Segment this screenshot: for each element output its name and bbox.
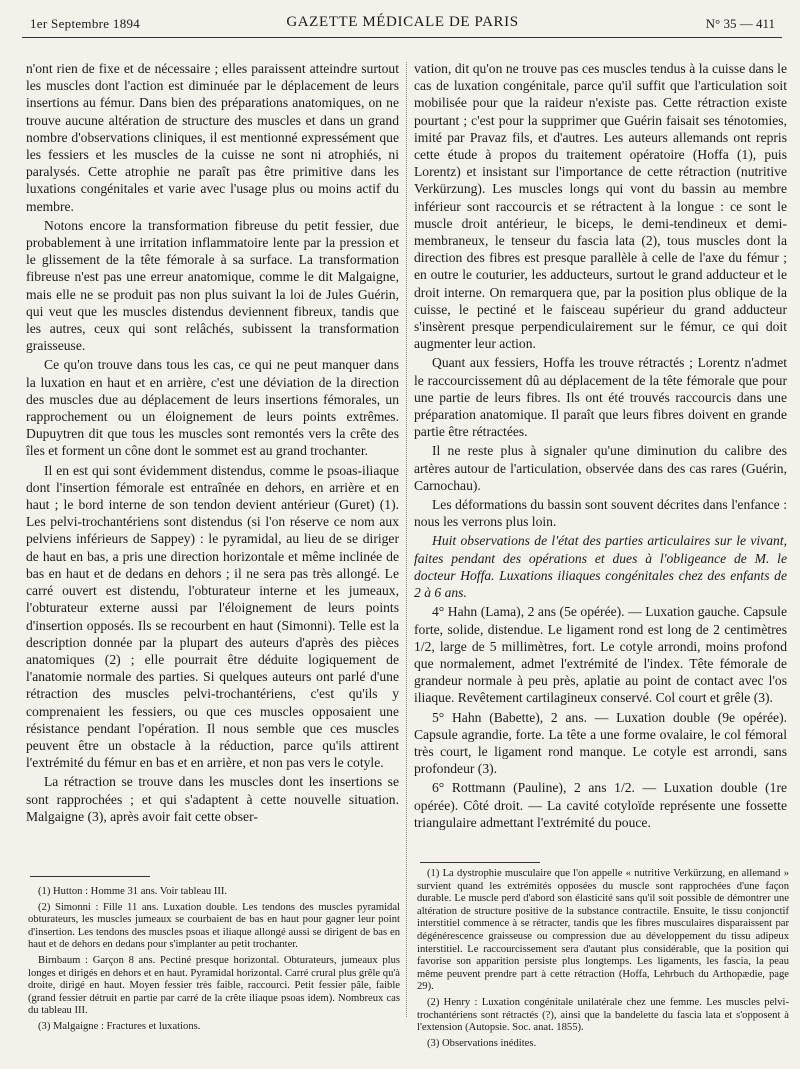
- running-header: [30, 12, 775, 38]
- journal-title: GAZETTE MÉDICALE DE PARIS: [286, 14, 519, 30]
- paragraph: vation, dit qu'on ne trouve pas ces muscles tendus à la cuisse dans le cas de luxation congénitale, parce qu'il suffit que l'articulation soit mobilisée pour que la raideur n'existe pas. Cette rétraction existe pourtant ; c'est pour la supprimer que Guérin faisait ses ténotomies, imité par Pravaz fils, et d'autres. Les auteurs allemands ont repris cette étude à propos du traitement opératoire (Hoffa (1), puis Lorentz) et insistant sur l'importance de cette rétraction (nutritive Verkürzung). Les muscles longs qui vont du bassin au membre inférieur sont raccourcis et se rétractent à la longue : ce sont le muscle droit antérieur, le biceps, le demi-tendineux et demi-membraneux, le tenseur du fascia lata (2), tous muscles dont la direction des fibres est presque parallèle à celle de l'axe du fémur ; en outre le couturier, les adducteurs, surtout le grand adducteur et le droit interne. On remarquera que, par la position plus oblique de la cuisse, le pectiné et le faisceau supérieur du grand adducteur s'insèrent presque perpendiculairement sur le fémur, ce qui doit augmenter leur action.: [414, 61, 787, 352]
- footnote: Birnbaum : Garçon 8 ans. Pectiné presque horizontal. Obturateurs, jumeaux plus longes et dirigés en dehors et en haut. Pyramidal horizontal. Carré crural plus grêle qu'à droite, dirigé en haut. Moyen fessier très faible, raccourci. Petit fessier pâle, faible (grand fessier détruit en partie par carré de la crête iliaque psoas idem). Nombreux cas du tableau III.: [28, 954, 400, 1017]
- footnote: (1) Hutton : Homme 31 ans. Voir tableau III.: [38, 886, 228, 897]
- left-column: [26, 60, 399, 827]
- paragraph: La rétraction se trouve dans les muscles dont les insertions se sont rapprochées ; et qui s'adaptent à cette nouvelle situation. Malgaigne (3), après avoir fait cette obser-: [26, 774, 399, 824]
- footnote: (2) Henry : Luxation congénitale unilatérale chez une femme. Les muscles pelvi-trochantériens sont rétractés (?), ainsi que la bandelette du fascia lata et s'opposent à l'extension (Autopsie. Soc. anat. 1855).: [417, 996, 789, 1034]
- paragraph: Les déformations du bassin sont souvent décrites dans l'enfance : nous les verrons plus loin.: [414, 497, 787, 530]
- observation-entry: 6° Rottmann (Pauline), 2 ans 1/2. — Luxation double (1re opérée). Côté droit. — La cavité cotyloïde représente une fossette triangulaire admettant l'extrémité du pouce.: [414, 780, 787, 830]
- footnote: (3) Malgaigne : Fractures et luxations.: [38, 1020, 201, 1032]
- paragraph: Il ne reste plus à signaler qu'une diminution du calibre des artères autour de l'articulation, observée dans des cas rares (Guérin, Carnochau).: [414, 443, 787, 493]
- left-footnotes: [28, 886, 400, 1037]
- paragraph: Quant aux fessiers, Hoffa les trouve rétractés ; Lorentz n'admet le raccourcissement dû au déplacement de la tête fémorale que pour une partie de leurs fibres. Ils ont été trouvés raccourcis dans une préparation anatomique. Il paraît que leurs fibres doivent en grande partie être rétractées.: [414, 355, 787, 440]
- issue-date: 1er Septembre 1894: [30, 16, 141, 31]
- paragraph: Ce qu'on trouve dans tous les cas, ce qui ne peut manquer dans la luxation en haut et en arrière, c'est une déviation de la direction des muscles due au déplacement de leurs insertions fémorales, un rapprochement ou un éloignement de leurs points extrêmes. Dupuytren dit que tous les muscles sont remontés vers la crête des îles et forment un cône dont le sommet est au grand trochanter.: [26, 357, 399, 459]
- paragraph: Notons encore la transformation fibreuse du petit fessier, due probablement à une irritation inflammatoire lente par la pression et le glissement de la tête fémorale à sa surface. La transformation fibreuse n'est pas une erreur anatomique, comme le dit Malgaigne, mais elle ne se produit pas non plus suivant la loi de Jules Guérin, qui veut que les muscles distendus deviennent fibreux, tandis que les autres, ceux qui sont relâchés, subissent la transformation graisseuse.: [26, 217, 399, 354]
- column-divider: [406, 62, 407, 1017]
- right-footnotes: [417, 868, 789, 1053]
- footnote: (3) Observations inédites.: [427, 1037, 537, 1049]
- paragraph: n'ont rien de fixe et de nécessaire ; elles paraissent atteindre surtout les muscles dont l'action est diminuée par le déplacement de leurs insertions au fémur. Dans bien des préparations anatomiques, on ne trouve aucune altération de structure des muscles et dans un grand nombre d'observations cliniques, il est mentionné expressément que les fessiers et les muscles de la cuisse ne sont ni atrophiés, ni paralysés. Cette atrophie ne paraît pas être primitive dans les luxations congénitales et varie avec l'usage plus ou moins actif du membre.: [26, 61, 399, 214]
- observation-entry: 5° Hahn (Babette), 2 ans. — Luxation double (9e opérée). Capsule agrandie, forte. La tête a une forme ovalaire, le col fémoral très court, le ligament rond manque. Le cotyle est arrondi, sans profondeur (3).: [414, 709, 787, 777]
- footnote-rule: [420, 862, 540, 863]
- footnote: (2) Simonni : Fille 11 ans. Luxation double. Les tendons des muscles pyramidal obturateurs, les muscles jumeaux se courbaient de bas en haut pour gagner leur point d'insertion. Les tendons des muscles psoas et iliaque allongé aussi se dirigent de bas en haut et de dehors en dedans pour s'implanter au petit trochanter.: [28, 901, 400, 951]
- header-rule: [22, 37, 782, 38]
- paragraph: Il en est qui sont évidemment distendus, comme le psoas-iliaque dont l'insertion fémorale est entraînée en dehors, en arrière et en haut ; le bord interne de son tendon devient antérieur (Guret) (1). Les pelvi-trochantériens sont distendus (si l'on réserve ce nom aux pelviens inférieurs de Sappey) : le pyramidal, au lieu de se diriger de haut en bas, a pris une direction horizontale et même inclinée de bas en haut et de dedans en dehors ; il ne sera pas très allongé. Le carré ouvert est distendu, l'obturateur interne et les jumeaux, l'obturateur externe aussi par l'éloignement de leurs points d'insertion opposés. Ils se recourbent en haut (Simonni). Telle est la description donnée par la plupart des auteurs d'après des pièces anatomiques (2) ; elle pourrait être déduite logiquement de l'anatomie normale des parties. Si quelques auteurs ont parlé d'une rétraction des muscles pelvi-trochantériens, c'est qu'ils y comprenaient les fessiers, ou que ces muscles opposaient une résistance pendant l'opération. Il nous semble que ces muscles peuvent être un obstacle à la réduction, parce qu'ils attirent l'extrémité du fémur en bas et en arrière, et non pas vers le cotyle.: [26, 462, 399, 771]
- observation-entry: 4° Hahn (Lama), 2 ans (5e opérée). — Luxation gauche. Capsule forte, solide, distendue. Le ligament rond est long de 2 centimètres 1/2, large de 5 millimètres, fort. Le cotyle arrondi, moins profond que normalement, admet l'extrémité de l'index. Tête fémorale de grandeur normale à peu près, aplatie au point de contact avec l'os iliaque. Revêtement cartilagineux conservé. Col court et grêle (3).: [414, 604, 787, 706]
- observations-heading: Huit observations de l'état des parties articulaires sur le vivant, faites pendant des opérations et dues à l'obligeance de M. le docteur Hoffa. Luxations iliaques congénitales chez des enfants de 2 à 6 ans.: [414, 533, 787, 601]
- footnote: (1) La dystrophie musculaire que l'on appelle « nutritive Verkürzung, en allemand » survient quand les extrémités opposées du muscle sont rapprochées d'une façon durable. Le muscle perd d'abord son élasticité sans qu'il soit possible de démontrer une altération de structure positive de la substance contractile. Ensuite, le tissu conjonctif interstitiel commence à se rétracter, tandis que les fibres musculaires disparaissent par dégénérescence graisseuse ou compression due au développement du tissu adipeux interstitiel. Le raccourcissement sera d'autant plus considérable, que la position qui favorise son apparition persiste plus longtemps. Les ligaments, les fascia, la peau même peuvent prendre part à cette rétraction (Hoffa, Lehrbuch du Arthopædie, page 29).: [417, 868, 789, 993]
- footnote-rule: [30, 876, 150, 877]
- issue-page-number: N° 35 — 411: [705, 16, 775, 31]
- right-column: [414, 60, 787, 833]
